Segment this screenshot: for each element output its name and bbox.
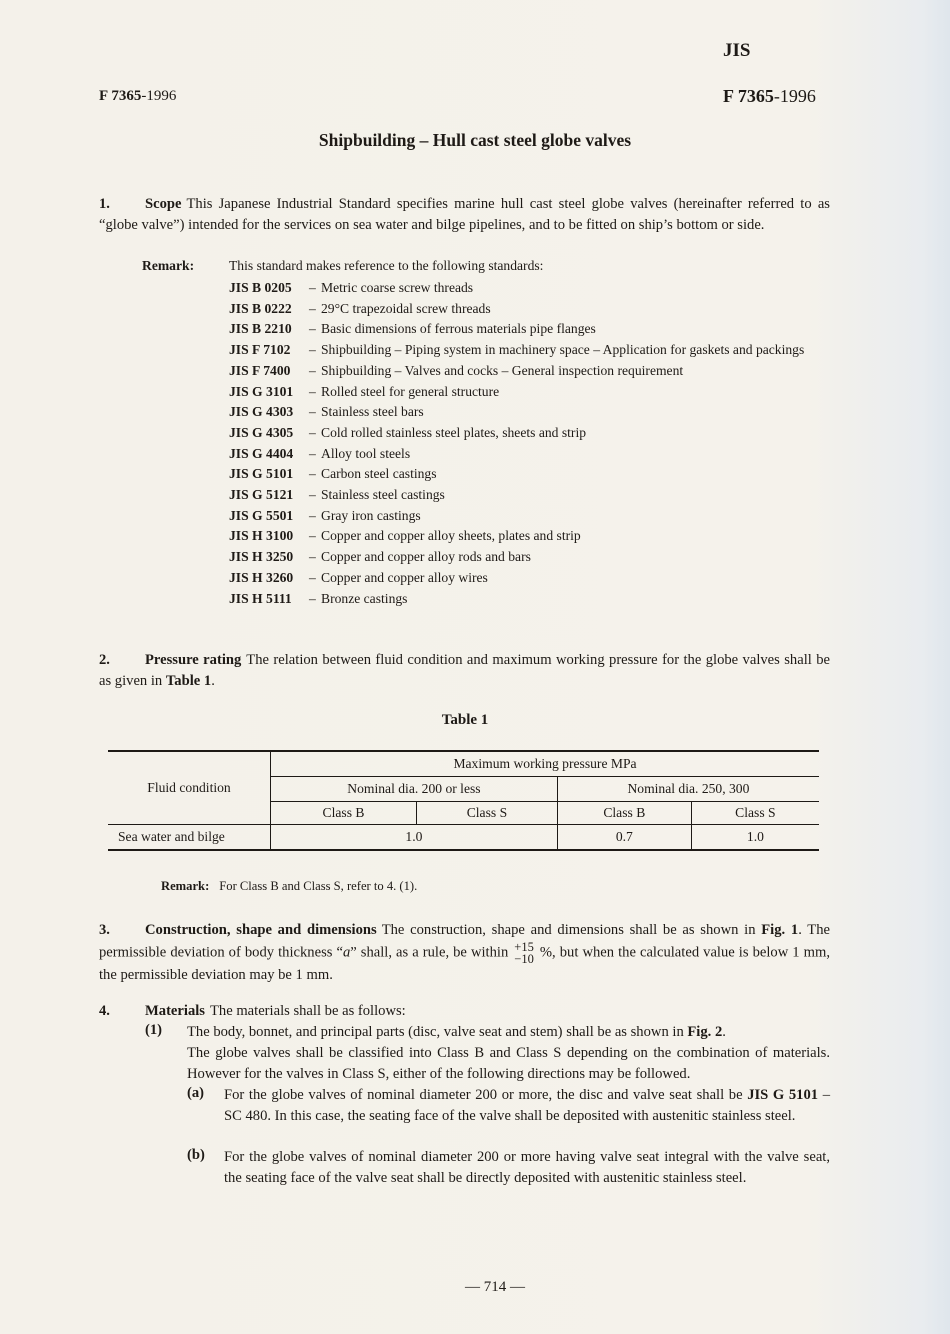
fluid-condition-header: Fluid condition (108, 751, 271, 824)
reference-item (229, 506, 831, 527)
item-a-text: For the globe valves of nominal diameter 200 or more, the disc and valve seat shall be JIS G 5101 – SC 480. In this case, the seating face of the valve shall be deposited with austenitic stainless steel. (224, 1087, 830, 1124)
dash-separator: – (309, 528, 316, 544)
dash-separator: – (309, 466, 316, 482)
reference-item (229, 278, 831, 299)
reference-description: Carbon steel castings (321, 466, 437, 482)
reference-item (229, 526, 831, 547)
scope-remark-intro: This standard makes reference to the following standards: (229, 258, 544, 273)
table-remark: Remark: For Class B and Class S, refer to 4. (1). (161, 879, 418, 893)
reference-description: Copper and copper alloy wires (321, 569, 488, 585)
reference-code: JIS G 4305 (229, 424, 294, 440)
dash-separator: – (309, 569, 316, 585)
dash-separator: – (309, 300, 316, 316)
reference-description: Rolled steel for general structure (321, 383, 500, 399)
reference-description: Stainless steel castings (321, 487, 445, 503)
reference-code: JIS G 5501 (229, 507, 294, 523)
referenced-standards-list (229, 278, 831, 609)
reference-code: JIS B 0205 (229, 280, 292, 295)
section-construction: 3. Construction, shape and dimensions The construction, shape and dimensions shall be as shown in Fig. 1. The permissible deviation of body thickness “a” shall, as a rule, be within +15 −10 %, but when the calculated value is below 1 mm, the permissible deviation may be 1 mm. (99, 922, 830, 983)
reference-item (229, 485, 831, 506)
reference-item (229, 382, 831, 403)
item-a-label: (a) (187, 1085, 205, 1101)
dash-separator: – (309, 321, 316, 337)
class-b-header: Class B (271, 801, 417, 824)
reference-code: JIS F 7102 (229, 342, 291, 358)
reference-code: JIS G 5101 (229, 466, 294, 482)
page-number: — 714 — (465, 1279, 525, 1295)
section-pressure-rating: 2. Pressure rating The relation between fluid condition and maximum working pressure for the globe valves shall be as given in Table 1. (99, 652, 830, 689)
item-1-label: (1) (145, 1022, 163, 1038)
reference-item (229, 319, 831, 340)
section-scope: 1. Scope This Japanese Industrial Standard specifies marine hull cast steel globe valves (hereinafter referred to as “globe valve”) intended for the services on sea water and bilge pipelines, and to be fitted on ship’s bottom or side. (99, 196, 830, 233)
reference-code: JIS G 5121 (229, 487, 294, 503)
reference-description: Metric coarse screw threads (321, 280, 474, 295)
reference-description: Stainless steel bars (321, 404, 424, 420)
section-materials: 4. Materials The materials shall be as follows: (99, 1003, 406, 1019)
max-pressure-header: Maximum working pressure MPa (271, 751, 820, 776)
pressure-rating-table (108, 750, 819, 851)
nominal-dia-large-header: Nominal dia. 250, 300 (557, 776, 819, 801)
dash-separator: – (309, 487, 316, 503)
reference-item (229, 547, 831, 568)
pressure-small-value: 1.0 (271, 824, 558, 850)
pressure-large-class-b: 0.7 (557, 824, 691, 850)
document-title: Shipbuilding – Hull cast steel globe valves (318, 130, 632, 150)
reference-item (229, 589, 831, 610)
reference-code: JIS H 3100 (229, 528, 294, 544)
reference-description: Alloy tool steels (321, 445, 411, 461)
dash-separator: – (309, 383, 316, 399)
dash-separator: – (309, 424, 316, 440)
reference-description: Basic dimensions of ferrous materials pipe flanges (321, 321, 596, 337)
reference-code: JIS G 4303 (229, 404, 294, 420)
scope-remark-label: Remark: (142, 258, 195, 273)
item-1-text: The body, bonnet, and principal parts (disc, valve seat and stem) shall be as shown in Fig. 2. (187, 1024, 726, 1040)
reference-item (229, 423, 831, 444)
item-1-classification: The globe valves shall be classified into Class B and Class S depending on the combination of materials. However for the valves in Class S, either of the following directions may be followed. (187, 1045, 830, 1082)
dash-separator: – (309, 280, 316, 295)
class-s-header: Class S (417, 801, 558, 824)
jis-mark: JIS (723, 40, 751, 61)
dash-separator: – (309, 549, 316, 565)
header-standard-right: F 7365-1996 (723, 86, 816, 106)
reference-description: Gray iron castings (321, 507, 421, 523)
reference-item (229, 568, 831, 589)
reference-description: Copper and copper alloy sheets, plates and strip (321, 528, 581, 544)
item-b-text: For the globe valves of nominal diameter 200 or more having valve seat integral with the valve seat, the seating face of the valve seat shall be directly deposited with austenitic stainless steel. (224, 1149, 830, 1186)
reference-code: JIS F 7400 (229, 362, 291, 378)
class-s-header: Class S (691, 801, 819, 824)
dash-separator: – (309, 362, 316, 378)
reference-item (229, 464, 831, 485)
reference-item (229, 444, 831, 465)
dash-separator: – (309, 507, 316, 523)
reference-description: 29°C trapezoidal screw threads (321, 300, 491, 316)
reference-description: Shipbuilding – Valves and cocks – General inspection requirement (321, 362, 684, 378)
dash-separator: – (309, 590, 316, 606)
tolerance-fraction: +15 −10 (514, 939, 534, 966)
reference-description: Bronze castings (321, 590, 408, 606)
dash-separator: – (309, 445, 316, 461)
reference-code: JIS H 3260 (229, 569, 294, 585)
reference-code: JIS G 4404 (229, 445, 294, 461)
fluid-condition-value: Sea water and bilge (108, 824, 271, 850)
reference-item (229, 299, 831, 320)
item-b-label: (b) (187, 1147, 205, 1163)
reference-code: JIS H 3250 (229, 549, 294, 565)
reference-item (229, 340, 831, 361)
dash-separator: – (309, 404, 316, 420)
reference-code: JIS H 5111 (229, 590, 292, 606)
reference-code: JIS G 3101 (229, 383, 294, 399)
reference-description: Shipbuilding – Piping system in machinery space – Application for gaskets and packings (321, 342, 805, 358)
reference-description: Cold rolled stainless steel plates, sheets and strip (321, 424, 587, 440)
pressure-large-class-s: 1.0 (691, 824, 819, 850)
reference-code: JIS B 2210 (229, 321, 292, 337)
header-standard-left: F 7365-1996 (99, 88, 177, 104)
reference-code: JIS B 0222 (229, 300, 292, 316)
reference-description: Copper and copper alloy rods and bars (321, 549, 531, 565)
reference-item (229, 361, 831, 382)
dash-separator: – (309, 342, 316, 358)
table-title: Table 1 (441, 712, 489, 728)
class-b-header: Class B (557, 801, 691, 824)
reference-item (229, 402, 831, 423)
nominal-dia-small-header: Nominal dia. 200 or less (271, 776, 558, 801)
